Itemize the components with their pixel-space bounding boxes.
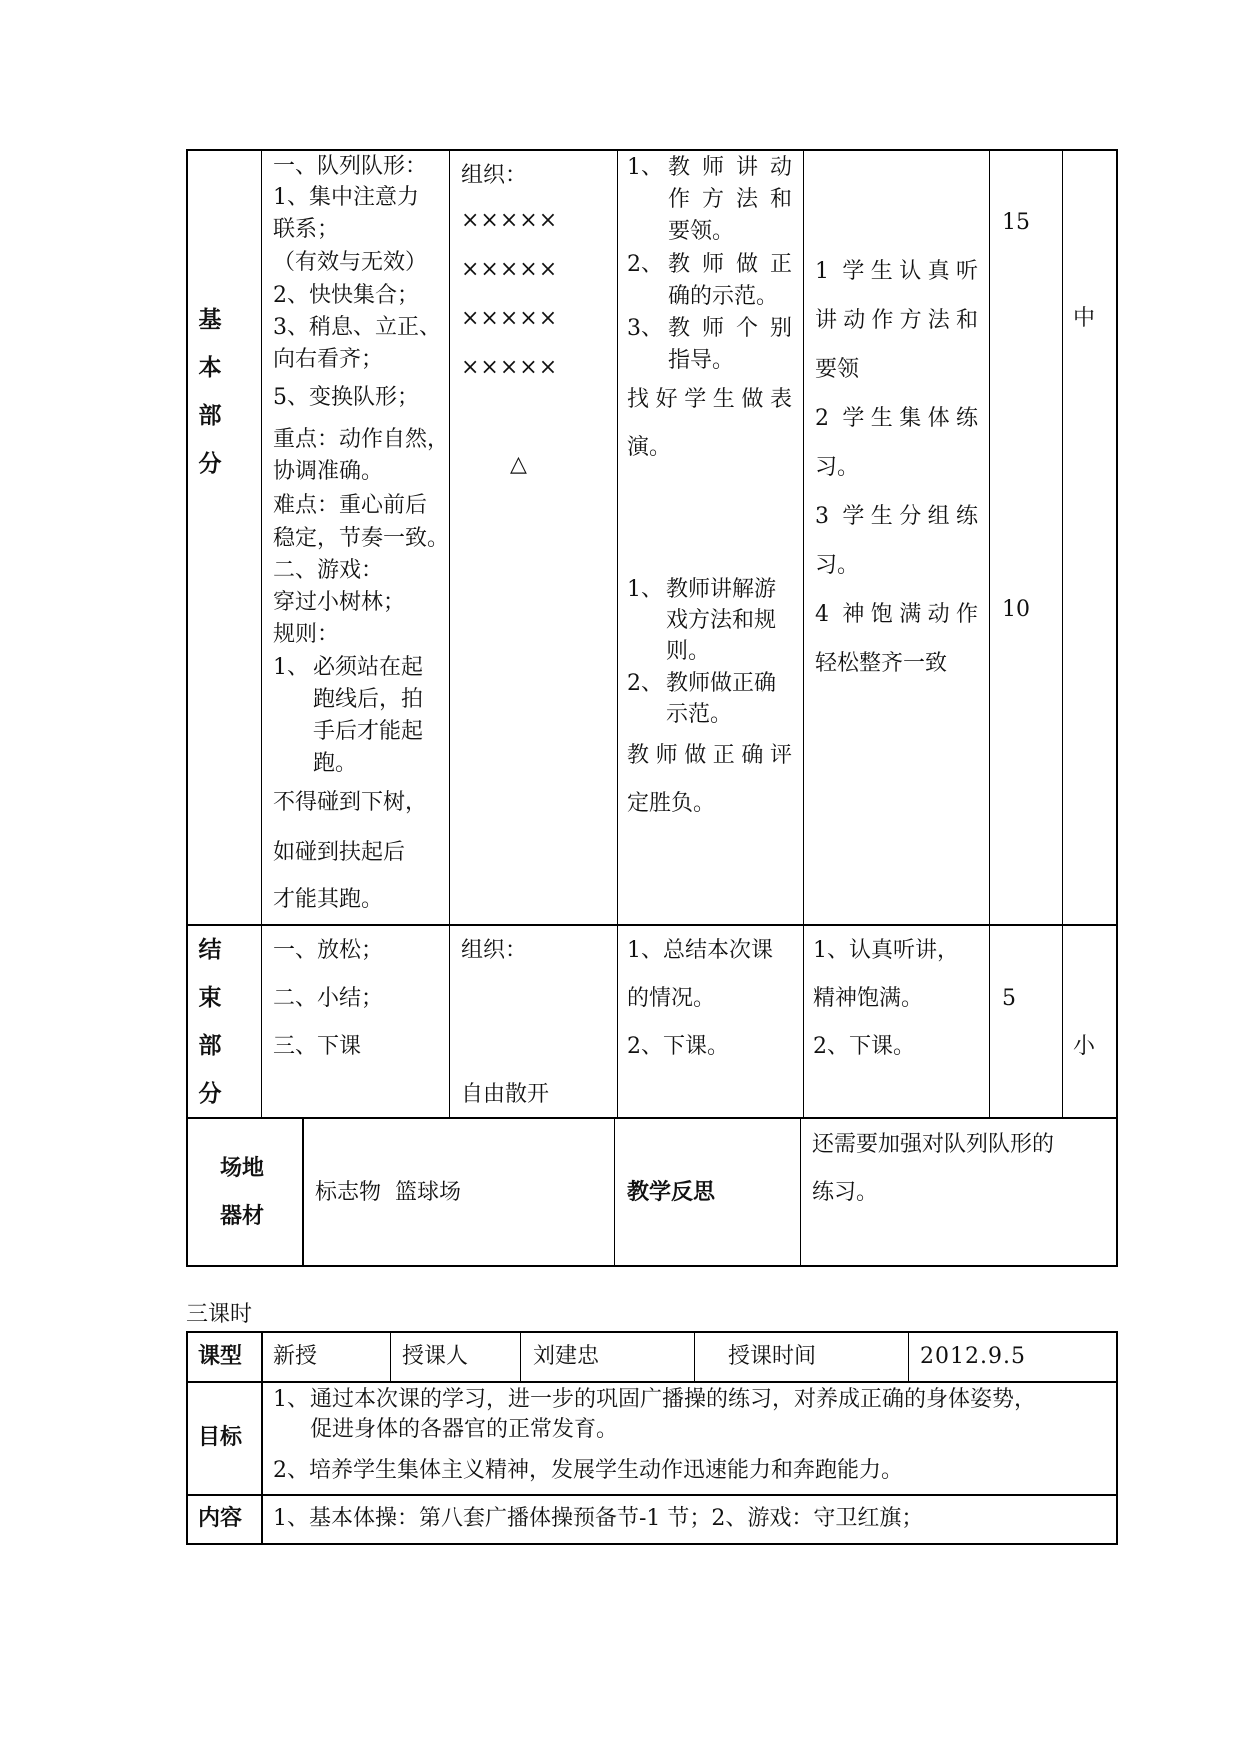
goal-2: 2、培养学生集体主义精神，发展学生动作迅速能力和奔跑能力。 (273, 1458, 903, 1483)
venue-value: 标志物 篮球场 (315, 1180, 461, 1205)
end-time: 5 (1002, 986, 1016, 1011)
basic-org-row: ××××× (461, 306, 559, 331)
course-type-value: 新授 (273, 1344, 318, 1369)
end-label-char: 分 (198, 1081, 222, 1107)
basic-content-line: 1、集中注意力 (273, 185, 419, 210)
goal-label: 目标 (198, 1425, 243, 1450)
basic-org-row: ××××× (461, 257, 559, 282)
student-line: 习。 (815, 553, 860, 578)
basic-label-char: 基 (198, 307, 222, 333)
teacher-b-line: 示范。 (666, 702, 733, 727)
student-line: 习。 (815, 455, 860, 480)
basic-rule-number: 1、 (273, 655, 309, 680)
teacher-b-line: 教师讲解游 (666, 577, 777, 602)
goal-1-number: 1、 (273, 1387, 309, 1412)
end-student-line: 精神饱满。 (813, 986, 924, 1011)
basic-content-line: 重点：动作自然， (273, 427, 450, 452)
section-title: 三课时 (186, 1302, 253, 1327)
reflection-line: 还需要加强对队列队形的 (812, 1132, 1055, 1157)
end-org-label: 组织： (461, 938, 528, 963)
lesson-time-label: 授课时间 (728, 1344, 817, 1369)
venue-label-line: 器材 (220, 1204, 265, 1229)
basic-time-2: 10 (1002, 597, 1030, 622)
end-teacher-line: 的情况。 (627, 986, 716, 1011)
teacher-b-num: 2、 (627, 671, 663, 696)
end-org-bottom: 自由散开 (461, 1082, 550, 1107)
basic-org-row: ××××× (461, 355, 559, 380)
basic-rule-line: 跑线后，拍 (313, 687, 424, 712)
basic-label-char: 本 (198, 355, 222, 381)
end-label-char: 结 (198, 937, 222, 963)
student-line: 2 学生集体练 (815, 406, 978, 431)
goal-1-line: 通过本次课的学习，进一步的巩固广播操的练习，对养成正确的身体姿势， (310, 1387, 1037, 1412)
end-content-line: 一、放松； (273, 938, 384, 963)
teacher-b-extra-line: 教师做正确评 (627, 743, 792, 768)
basic-intensity: 中 (1073, 306, 1096, 331)
basic-label-char: 部 (198, 403, 222, 429)
basic-content-line: 2、快快集合； (273, 283, 419, 308)
basic-content-line: 联系； (273, 217, 340, 242)
basic-content-line: 规则： (273, 622, 340, 647)
basic-content-line: 难点：重心前后 (273, 493, 428, 518)
venue-label-line: 场地 (220, 1156, 265, 1181)
student-line: 1 学生认真听 (815, 259, 978, 284)
end-label-char: 束 (198, 985, 222, 1011)
basic-content-line: 稳定，节奏一致。 (273, 526, 450, 551)
goal-1-line: 促进身体的各器官的正常发育。 (310, 1417, 619, 1442)
basic-extra-line: 如碰到扶起后 (273, 840, 406, 865)
student-line: 要领 (815, 357, 860, 382)
basic-org-label: 组织： (461, 163, 528, 188)
end-student-line: 1、认真听讲， (813, 938, 959, 963)
instructor-value: 刘建忠 (533, 1344, 600, 1369)
lesson-time-value: 2012.9.5 (920, 1344, 1026, 1369)
teacher-a-line: 作方法和 (668, 187, 792, 212)
basic-extra-line: 不得碰到下树， (273, 790, 428, 815)
reflection-line: 练习。 (812, 1180, 879, 1205)
teacher-b-extra-line: 定胜负。 (627, 791, 716, 816)
end-teacher-line: 1、总结本次课 (627, 938, 773, 963)
end-label-char: 部 (198, 1033, 222, 1059)
basic-content-line: 5、变换队形； (273, 385, 419, 410)
basic-label-char: 分 (198, 451, 222, 477)
basic-content-line: 3、稍息、立正、 (273, 315, 441, 340)
basic-content-line: 二、游戏： (273, 558, 384, 583)
course-type-label: 课型 (198, 1344, 243, 1369)
content-value: 1、基本体操：第八套广播体操预备节-1 节；2、游戏：守卫红旗； (273, 1506, 924, 1531)
end-content-line: 三、下课 (273, 1034, 362, 1059)
teacher-a-extra-line: 演。 (627, 435, 672, 460)
end-teacher-line: 2、下课。 (627, 1034, 729, 1059)
basic-rule-line: 手后才能起 (313, 719, 424, 744)
teacher-b-num: 1、 (627, 577, 663, 602)
teacher-a-line: 教师个别 (668, 316, 792, 341)
basic-content-line: 向右看齐； (273, 347, 384, 372)
teacher-b-line: 教师做正确 (666, 671, 777, 696)
teacher-a-line: 要领。 (668, 219, 735, 244)
teacher-b-line: 戏方法和规 (666, 608, 777, 633)
teacher-position-symbol: △ (510, 452, 527, 477)
teacher-a-extra-line: 找好学生做表 (627, 387, 792, 412)
teacher-a-num: 1、 (627, 155, 663, 180)
basic-content-line: 协调准确。 (273, 459, 384, 484)
basic-rule-line: 必须站在起 (313, 655, 424, 680)
basic-rule-line: 跑。 (313, 751, 358, 776)
end-student-line: 2、下课。 (813, 1034, 915, 1059)
student-line: 4 神饱满动作 (815, 602, 978, 627)
basic-time-1: 15 (1002, 210, 1030, 235)
reflection-label: 教学反思 (627, 1180, 716, 1205)
basic-extra-line: 才能其跑。 (273, 887, 384, 912)
basic-content-line: （有效与无效） (273, 250, 428, 275)
basic-section-label (195, 296, 225, 488)
teacher-a-num: 2、 (627, 252, 663, 277)
student-line: 讲动作方法和 (815, 308, 978, 333)
end-content-line: 二、小结； (273, 986, 384, 1011)
basic-content-line: 穿过小树林； (273, 590, 406, 615)
instructor-label: 授课人 (402, 1344, 469, 1369)
teacher-a-line: 指导。 (668, 348, 735, 373)
content-label: 内容 (198, 1506, 243, 1531)
teacher-a-num: 3、 (627, 316, 663, 341)
end-intensity: 小 (1073, 1034, 1096, 1059)
teacher-b-line: 则。 (666, 639, 711, 664)
basic-org-row: ××××× (461, 208, 559, 233)
teacher-a-line: 教师讲动 (668, 155, 792, 180)
teacher-a-line: 教师做正 (668, 252, 792, 277)
end-section-label (195, 926, 225, 1118)
student-line: 3 学生分组练 (815, 504, 978, 529)
teacher-a-line: 确的示范。 (668, 284, 779, 309)
basic-content-line: 一、队列队形： (273, 154, 428, 179)
student-line: 轻松整齐一致 (815, 651, 948, 676)
